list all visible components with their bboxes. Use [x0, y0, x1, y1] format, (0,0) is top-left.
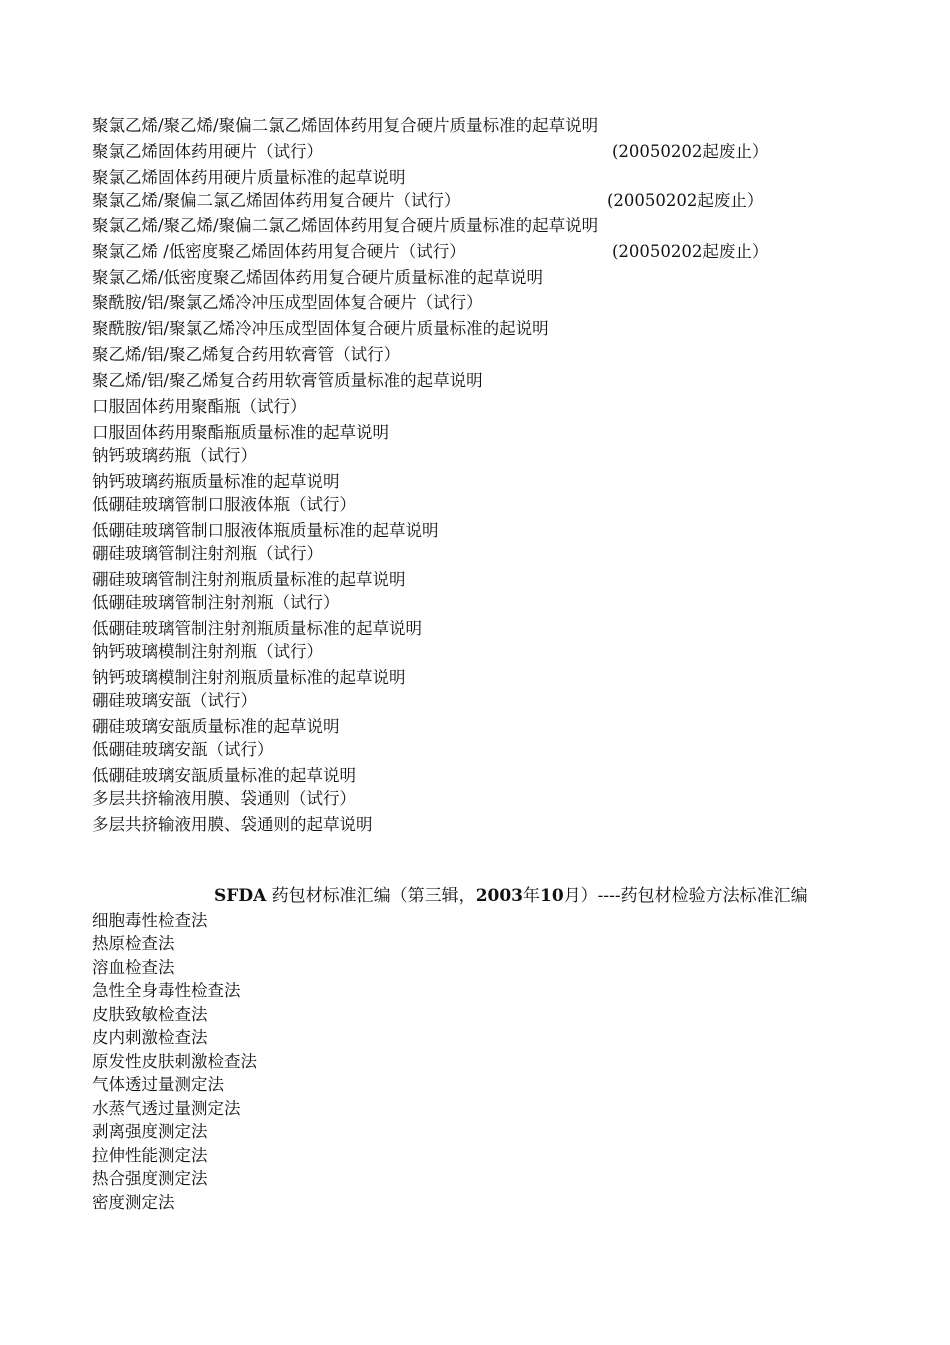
list-item: 原发性皮肤刺激检查法	[92, 1052, 257, 1071]
abolished-note: (20050202起废止）	[607, 191, 764, 210]
list-item: 密度测定法	[92, 1193, 175, 1212]
heading-tail: 月）----药包材检验方法标准汇编	[563, 886, 808, 906]
list-item: 聚氯乙烯/聚偏二氯乙烯固体药用复合硬片（试行）	[92, 191, 461, 210]
list-item: 口服固体药用聚酯瓶质量标准的起草说明	[92, 423, 389, 442]
list-item: 热合强度测定法	[92, 1169, 208, 1188]
list-item: 钠钙玻璃药瓶质量标准的起草说明	[92, 472, 340, 491]
list-item: 聚酰胺/铝/聚氯乙烯冷冲压成型固体复合硬片质量标准的起说明	[92, 319, 549, 338]
list-item: 气体透过量测定法	[92, 1075, 224, 1094]
list-item: 细胞毒性检查法	[92, 911, 208, 930]
list-item: 低硼硅玻璃安瓿质量标准的起草说明	[92, 766, 356, 785]
list-item: 热原检查法	[92, 934, 175, 953]
list-item: 低硼硅玻璃管制注射剂瓶（试行）	[92, 593, 340, 612]
heading-month: 10	[540, 886, 564, 906]
abolished-note: (20050202起废止）	[612, 242, 769, 261]
list-item: 聚乙烯/铝/聚乙烯复合药用软膏管质量标准的起草说明	[92, 371, 483, 390]
list-item: 低硼硅玻璃管制口服液体瓶（试行）	[92, 495, 356, 514]
list-item: 聚氯乙烯 /低密度聚乙烯固体药用复合硬片（试行）	[92, 242, 466, 261]
heading-year: 2003	[475, 886, 524, 906]
list-item: 皮肤致敏检查法	[92, 1005, 208, 1024]
list-item: 聚氯乙烯固体药用硬片（试行）	[92, 142, 323, 161]
list-item: 剥离强度测定法	[92, 1122, 208, 1141]
list-item: 溶血检查法	[92, 958, 175, 977]
list-item: 聚氯乙烯固体药用硬片质量标准的起草说明	[92, 168, 406, 187]
list-item: 多层共挤输液用膜、袋通则的起草说明	[92, 815, 373, 834]
list-item: 聚酰胺/铝/聚氯乙烯冷冲压成型固体复合硬片（试行）	[92, 293, 483, 312]
list-item: 水蒸气透过量测定法	[92, 1099, 241, 1118]
list-item: 硼硅玻璃管制注射剂瓶质量标准的起草说明	[92, 570, 406, 589]
list-item: 钠钙玻璃药瓶（试行）	[92, 446, 257, 465]
list-item: 口服固体药用聚酯瓶（试行）	[92, 397, 307, 416]
list-item: 聚乙烯/铝/聚乙烯复合药用软膏管（试行）	[92, 345, 401, 364]
list-item: 钠钙玻璃模制注射剂瓶（试行）	[92, 642, 323, 661]
list-item: 拉伸性能测定法	[92, 1146, 208, 1165]
list-item: 低硼硅玻璃管制口服液体瓶质量标准的起草说明	[92, 521, 439, 540]
list-item: 聚氯乙烯/低密度聚乙烯固体药用复合硬片质量标准的起草说明	[92, 268, 544, 287]
list-item: 低硼硅玻璃管制注射剂瓶质量标准的起草说明	[92, 619, 422, 638]
abolished-note: (20050202起废止）	[612, 142, 769, 161]
list-item: 聚氯乙烯/聚乙烯/聚偏二氯乙烯固体药用复合硬片质量标准的起草说明	[92, 216, 599, 235]
list-item: 硼硅玻璃安瓿（试行）	[92, 691, 257, 710]
list-item: 急性全身毒性检查法	[92, 981, 241, 1000]
list-item: 硼硅玻璃安瓿质量标准的起草说明	[92, 717, 340, 736]
list-item: 硼硅玻璃管制注射剂瓶（试行）	[92, 544, 323, 563]
list-item: 钠钙玻璃模制注射剂瓶质量标准的起草说明	[92, 668, 406, 687]
list-item: 多层共挤输液用膜、袋通则（试行）	[92, 789, 356, 808]
heading-year-unit: 年	[523, 886, 541, 906]
heading-sfda: SFDA	[214, 886, 267, 906]
list-item: 聚氯乙烯/聚乙烯/聚偏二氯乙烯固体药用复合硬片质量标准的起草说明	[92, 116, 599, 135]
heading-text: 药包材标准汇编（第三辑，	[266, 886, 476, 906]
list-item: 低硼硅玻璃安瓿（试行）	[92, 740, 274, 759]
section-heading	[214, 884, 808, 908]
list-item: 皮内刺激检查法	[92, 1028, 208, 1047]
